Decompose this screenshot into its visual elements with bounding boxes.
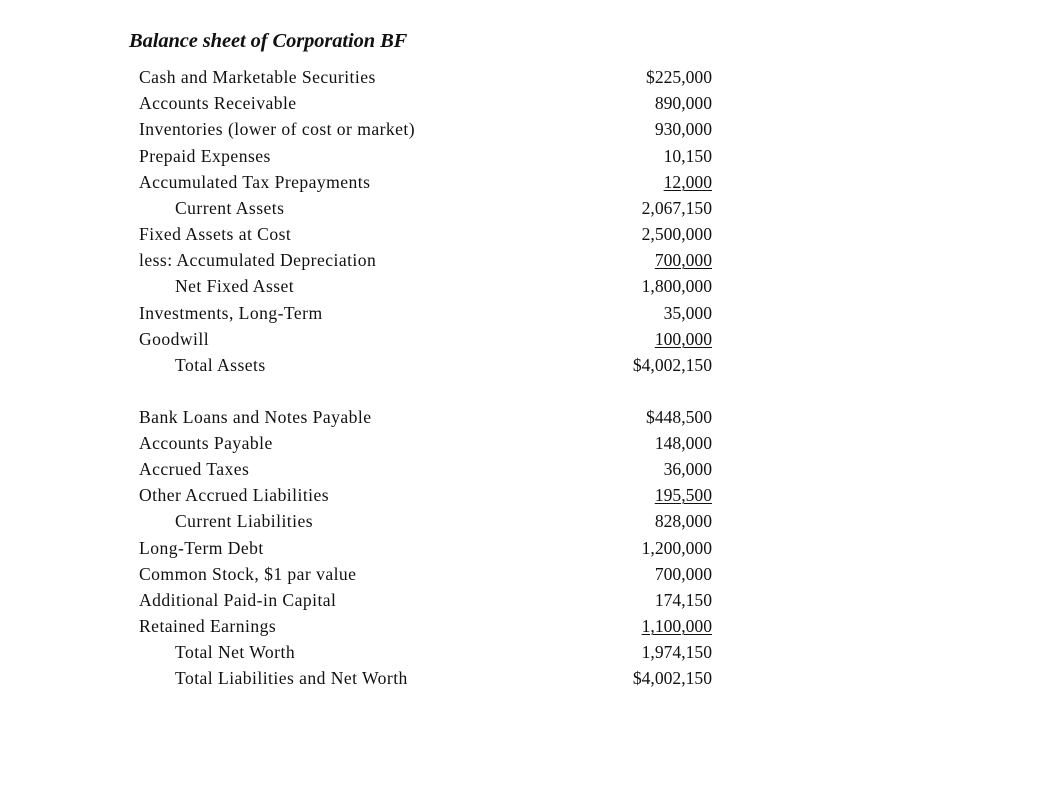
subtotal-row [0, 510, 1041, 536]
row-value: $225,000 [646, 67, 712, 87]
table-row [0, 118, 1041, 144]
subtotal-value: 828,000 [654, 511, 712, 531]
row-label: less: Accumulated Depreciation [139, 250, 377, 270]
row-value: $448,500 [646, 407, 712, 427]
row-label: Prepaid Expenses [139, 146, 271, 166]
subtotal-row [0, 641, 1041, 667]
row-value: 890,000 [654, 93, 712, 113]
total-row [0, 667, 1041, 693]
row-label: Accounts Receivable [139, 93, 297, 113]
row-value: 35,000 [663, 303, 712, 323]
table-row [0, 66, 1041, 92]
table-row [0, 171, 1041, 197]
row-value: 1,100,000 [641, 616, 712, 636]
row-label: Accumulated Tax Prepayments [139, 172, 371, 192]
table-row [0, 589, 1041, 615]
row-label: Accrued Taxes [139, 459, 250, 479]
row-value: 2,500,000 [641, 224, 712, 244]
table-row [0, 537, 1041, 563]
total-value: $4,002,150 [632, 355, 712, 375]
row-label: Investments, Long-Term [139, 303, 323, 323]
table-row [0, 249, 1041, 275]
row-label: Fixed Assets at Cost [139, 224, 292, 244]
row-value: 10,150 [663, 146, 712, 166]
row-label: Goodwill [139, 329, 210, 349]
table-row [0, 484, 1041, 510]
row-value: 12,000 [663, 172, 712, 192]
row-label: Common Stock, $1 par value [139, 564, 357, 584]
row-label: Additional Paid-in Capital [139, 590, 337, 610]
table-row [0, 432, 1041, 458]
table-row [0, 406, 1041, 432]
total-value: $4,002,150 [632, 668, 712, 688]
subtotal-label: Current Liabilities [175, 511, 314, 531]
table-row [0, 145, 1041, 171]
table-row [0, 458, 1041, 484]
total-label: Total Liabilities and Net Worth [175, 668, 408, 688]
subtotal-label: Net Fixed Asset [175, 276, 295, 296]
row-value: 148,000 [654, 433, 712, 453]
row-value: 195,500 [654, 485, 712, 505]
row-label: Retained Earnings [139, 616, 277, 636]
total-row [0, 354, 1041, 380]
subtotal-row [0, 275, 1041, 301]
subtotal-row [0, 197, 1041, 223]
total-label: Total Assets [175, 355, 266, 375]
table-row [0, 563, 1041, 589]
document-title: Balance sheet of Corporation BF [129, 30, 408, 52]
table-row [0, 92, 1041, 118]
table-row [0, 615, 1041, 641]
subtotal-label: Current Assets [175, 198, 285, 218]
table-row [0, 328, 1041, 354]
row-value: 930,000 [654, 119, 712, 139]
subtotal-value: 1,800,000 [641, 276, 712, 296]
row-value: 700,000 [654, 250, 712, 270]
row-value: 1,200,000 [641, 538, 712, 558]
row-label: Long-Term Debt [139, 538, 264, 558]
table-row [0, 223, 1041, 249]
row-value: 700,000 [654, 564, 712, 584]
subtotal-label: Total Net Worth [175, 642, 296, 662]
subtotal-value: 1,974,150 [641, 642, 712, 662]
row-label: Other Accrued Liabilities [139, 485, 330, 505]
row-value: 174,150 [654, 590, 712, 610]
table-row [0, 302, 1041, 328]
row-value: 100,000 [654, 329, 712, 349]
subtotal-value: 2,067,150 [641, 198, 712, 218]
row-label: Cash and Marketable Securities [139, 67, 376, 87]
row-label: Accounts Payable [139, 433, 273, 453]
row-label: Inventories (lower of cost or market) [139, 119, 416, 139]
row-label: Bank Loans and Notes Payable [139, 407, 372, 427]
row-value: 36,000 [663, 459, 712, 479]
